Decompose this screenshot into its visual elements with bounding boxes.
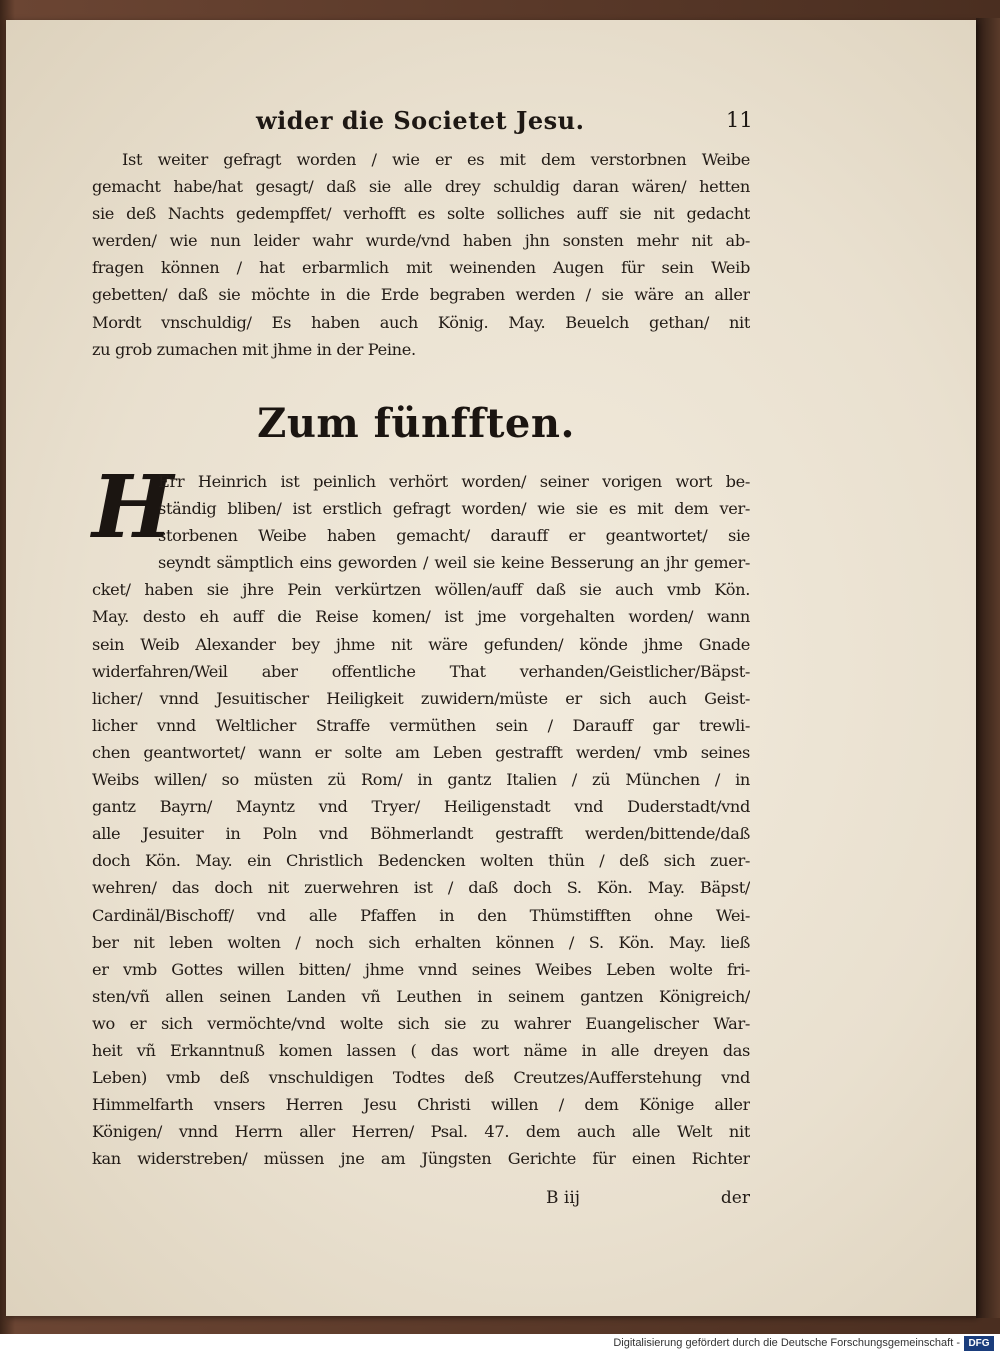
text-line: sten/vñ allen seinen Landen vñ Leuthen in seinem gantzen Königreich/: [92, 986, 750, 1006]
text-line: storbenen Weibe haben gemacht/ darauff er geantwortet/ sie: [158, 526, 750, 546]
text-line: werden/ wie nun leider wahr wurde/vnd haben jhn sonsten mehr nit ab-: [92, 231, 750, 251]
signature-mark: B iij: [546, 1188, 581, 1208]
text-line: wo er sich vermöchte/vnd wolte sich sie zu wahrer Euangelischer War-: [92, 1013, 750, 1033]
top-paragraph: [92, 146, 750, 363]
decorated-initial: H: [92, 457, 173, 558]
text-line: wehren/ das doch nit zuerwehren ist / daß doch S. Kön. May. Bäpst/: [92, 878, 750, 898]
credit-text: Digitalisierung gefördert durch die Deutsche Forschungsgemeinschaft -: [613, 1337, 960, 1349]
running-head: wider die Societet Jesu.: [256, 106, 585, 135]
digitization-credit-bar: [0, 1334, 1000, 1354]
book-page: [6, 20, 976, 1316]
text-line: gemacht habe/hat gesagt/ daß sie alle drey schuldig daran wären/ hetten: [92, 177, 750, 197]
text-line: Himmelfarth vnsers Herren Jesu Christi willen / dem Könige aller: [92, 1095, 750, 1115]
text-line: doch Kön. May. ein Christlich Bedencken wolten thün / deß sich zuer-: [92, 851, 750, 871]
text-line: er vmb Gottes willen bitten/ jhme vnnd seines Weibes Leben wolte fri-: [92, 959, 750, 979]
text-line: ber nit leben wolten / noch sich erhalten können / S. Kön. May. ließ: [92, 932, 750, 952]
text-line: Leben) vmb deß vnschuldigen Todtes deß Creutzes/Aufferstehung vnd: [92, 1068, 750, 1088]
text-line: fragen können / hat erbarmlich mit weinenden Augen für sein Weib: [92, 258, 750, 278]
catchword: der: [720, 1188, 750, 1208]
text-line: sie deß Nachts gedempffet/ verhofft es solte solliches auff sie nit gedacht: [92, 204, 750, 224]
text-line: cket/ haben sie jhre Pein verkürtzen wöllen/auff daß sie auch vmb Kön.: [92, 580, 750, 600]
section-heading: Zum fünfften.: [257, 400, 575, 447]
page-number: 11: [726, 108, 753, 132]
dfg-logo-icon: DFG: [964, 1336, 994, 1351]
text-line: sein Weib Alexander bey jhme nit wäre gefunden/ könde jhme Gnade: [92, 634, 750, 654]
text-line: Cardinäl/Bischoff/ vnd alle Pfaffen in den Thümstifften ohne Wei-: [92, 905, 750, 925]
text-line: heit vñ Erkanntnuß komen lassen ( das wort näme in alle dreyen das: [92, 1040, 750, 1060]
text-line: Ist weiter gefragt worden / wie er es mit dem verstorbnen Weibe: [122, 150, 750, 169]
text-line: Mordt vnschuldig/ Es haben auch König. May. Beuelch gethan/ nit: [92, 312, 750, 332]
text-line: widerfahren/Weil aber offentliche That verhanden/Geistlicher/Bäpst-: [92, 661, 750, 681]
text-line: kan widerstreben/ müssen jne am Jüngsten Gerichte für einen Richter: [92, 1149, 750, 1169]
text-line: chen geantwortet/ wann er solte am Leben gestrafft werden/ vmb seines: [92, 742, 750, 762]
text-line: licher/ vnnd Jesuitischer Heiligkeit zuwidern/müste er sich auch Geist-: [92, 688, 750, 708]
text-line: May. desto eh auff die Reise komen/ ist jme vorgehalten worden/ wann: [92, 607, 750, 627]
text-line: gantz Bayrn/ Mayntz vnd Tryer/ Heiligenstadt vnd Duderstadt/vnd: [92, 797, 750, 817]
page-edge: [976, 18, 1000, 1318]
text-line: alle Jesuiter in Poln vnd Böhmerlandt gestrafft werden/bittende/daß: [92, 824, 750, 844]
text-line: Königen/ vnnd Herrn aller Herren/ Psal. 47. dem auch alle Welt nit: [92, 1122, 750, 1142]
main-paragraph: [92, 457, 750, 1172]
page-footer-marks: [92, 1188, 750, 1218]
text-line: licher vnnd Weltlicher Straffe vermüthen sein / Darauff gar trewli-: [92, 715, 750, 735]
text-line: gebetten/ daß sie möchte in die Erde begraben werden / sie wäre an aller: [92, 285, 750, 305]
text-line: zu grob zumachen mit jhme in der Peine.: [92, 339, 416, 359]
text-line: Weibs willen/ so müsten zü Rom/ in gantz Italien / zü München / in: [92, 770, 750, 790]
text-line: Err Heinrich ist peinlich verhört worden/ seiner vorigen wort be-: [158, 472, 750, 491]
text-line: seyndt sämptlich eins geworden / weil sie keine Besserung an jhr gemer-: [158, 553, 750, 573]
text-line: ständig bliben/ ist erstlich gefragt worden/ wie sie es mit dem ver-: [158, 499, 750, 519]
